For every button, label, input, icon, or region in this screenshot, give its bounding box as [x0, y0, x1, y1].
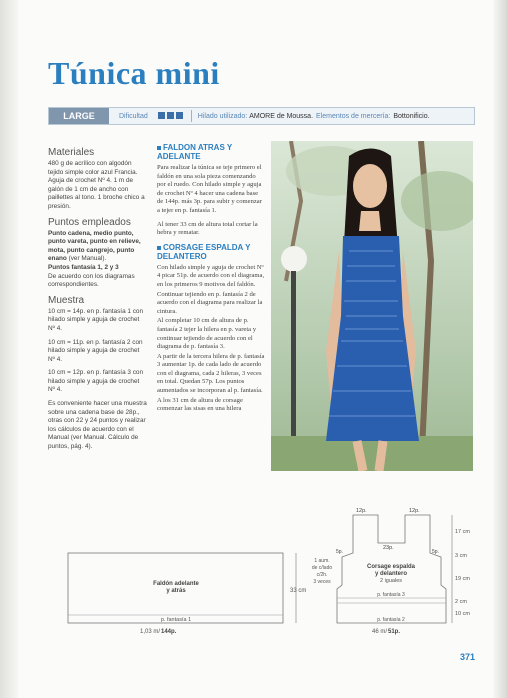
info-bar — [48, 107, 475, 125]
yarn-value: AMORE de Moussa. — [249, 112, 314, 120]
divider — [191, 110, 192, 122]
schematic-diagram — [60, 505, 480, 645]
notions-label: Elementos de mercería: — [316, 112, 391, 120]
skirt-p1: Para realizar la túnica se teje primero el faldón en una sola pieza comenzando por el ruedo. Con hilado simple y aguja de crochet Nº 4 hacer una cadena base de 144p. más 3p. para subir y comenzar a tejer en p. fantasía 1. — [157, 164, 262, 214]
notions-value: Bottonificio. — [393, 112, 430, 120]
bodice-p3: Al completar 10 cm de altura de p. fantasía 2 tejer la hilera en p. vareta y continuar tejiendo de acuerdo con el diagrama de p. fantasía 3. — [157, 317, 257, 351]
page-spine-shadow — [0, 0, 18, 698]
stitches-text: Punto cadena, medio punto, punto vareta, punto en relieve, mota, punto cangrejo, punto enano (ver Manual). Puntos fantasía 1, 2 y 3 De acuerdo con los diagramas correspondientes. — [48, 229, 141, 289]
height-2: 2 cm — [455, 599, 467, 605]
strap-left-count: 12p. — [356, 508, 367, 514]
page-title: Túnica mini — [48, 55, 220, 91]
left-column — [48, 147, 148, 457]
skirt-heading: FALDON ATRAS Y ADELANTE — [157, 143, 233, 161]
height-3: 3 cm — [455, 553, 467, 559]
materials-text: 480 g de acrílico con algodón tejido simple color azul Francia. Aguja de crochet Nº 4. 1 m de galón de 1 cm de ancho con paillettes al tono. 1 broche chico a presión. — [48, 160, 145, 210]
skirt-label-1: Faldón adelante — [153, 581, 199, 587]
difficulty-label: Dificultad — [119, 112, 148, 120]
page-edge-shadow — [493, 0, 507, 698]
bodice-stitch-3: p. fantasía 3 — [377, 592, 405, 598]
strap-right-count: 12p. — [409, 508, 420, 514]
bodice-p5: A los 31 cm de altura de corsage comenzar las sisas en una hilera — [157, 396, 243, 413]
height-19: 19 cm — [455, 576, 470, 582]
height-17: 17 cm — [455, 529, 470, 535]
page-number: 371 — [460, 652, 476, 662]
materials-heading: Materiales — [48, 147, 95, 158]
bodice-label-1: Corsage espalda — [366, 564, 416, 570]
bodice-points: 51p. — [388, 629, 401, 635]
skirt-width: 1,03 m/ — [139, 629, 160, 635]
bodice-label-3: 2 iguales — [379, 578, 403, 584]
increase-note-4: 3 veces — [313, 579, 331, 585]
skirt-height: 33 cm — [290, 588, 307, 594]
gauge-line-3: 10 cm = 12p. en p. fantasía 3 con hilado simple y aguja de crochet Nº 4. — [48, 369, 144, 394]
size-badge: LARGE — [49, 108, 109, 124]
model-photo-illustration — [271, 141, 473, 471]
difficulty-squares-icon — [156, 112, 183, 121]
increase-note-1: 1 aum. — [314, 558, 330, 564]
skirt-points: 144p. — [161, 629, 177, 635]
neck-count: 23p. — [383, 545, 394, 551]
bodice-p2: Continuar tejiendo en p. fantasía 2 de acuerdo con el diagrama para realizar la cintura. — [157, 290, 263, 315]
armhole-right-count: 5p. — [432, 549, 439, 555]
skirt-p2: Al tener 33 cm de altura total cortar la hebra y rematar. — [157, 220, 258, 237]
armhole-left-count: 5p. — [336, 549, 343, 555]
bodice-heading: CORSAGE ESPALDA Y DELANTERO — [157, 242, 251, 261]
yarn-label: Hilado utilizado: — [197, 112, 248, 120]
bodice-p4: A partir de la tercera hilera de p. fantasía 3 aumentar 1p. de cada lado de acuerdo con el diagrama, cada 2 hileras, 3 veces en total. Quedan 57p. Los puntos aumentados se incorporan al p. fantasía. — [157, 352, 265, 395]
increase-note-3: c/2h. — [316, 572, 328, 578]
bodice-width: 46 m/ — [371, 629, 387, 635]
middle-column — [157, 143, 265, 419]
bodice-p1: Con hilado simple y aguja de crochet Nº 4 picar 51p. de acuerdo con el diagrama, en los primeros 9 motivos del faldón. — [157, 263, 265, 288]
height-10: 10 cm — [455, 611, 470, 617]
model-photo — [271, 141, 473, 471]
bodice-label-2: y delantero — [374, 571, 408, 577]
gauge-heading: Muestra — [48, 294, 85, 306]
bodice-stitch-2: p. fantasía 2 — [377, 617, 405, 623]
gauge-note: Es conveniente hacer una muestra sobre una cadena base de 28p., otras con 22 y 24 puntos y realizar los cálculos de acuerdo con el Manual (ver Manual. Cálculo de puntos, pág. 4). — [48, 400, 147, 451]
skirt-stitch: p. fantasía 1 — [160, 617, 192, 623]
skirt-label-2: y atrás — [166, 588, 186, 594]
stitches-heading: Puntos empleados — [48, 216, 131, 228]
gauge-line-2: 10 cm = 11p. en p. fantasía 2 con hilado simple y aguja de crochet Nº 4. — [48, 338, 143, 363]
increase-note-2: de c/lado — [311, 565, 333, 571]
gauge-line-1: 10 cm = 14p. en p. fantasía 1 con hilado simple y aguja de crochet Nº 4. — [48, 307, 144, 332]
